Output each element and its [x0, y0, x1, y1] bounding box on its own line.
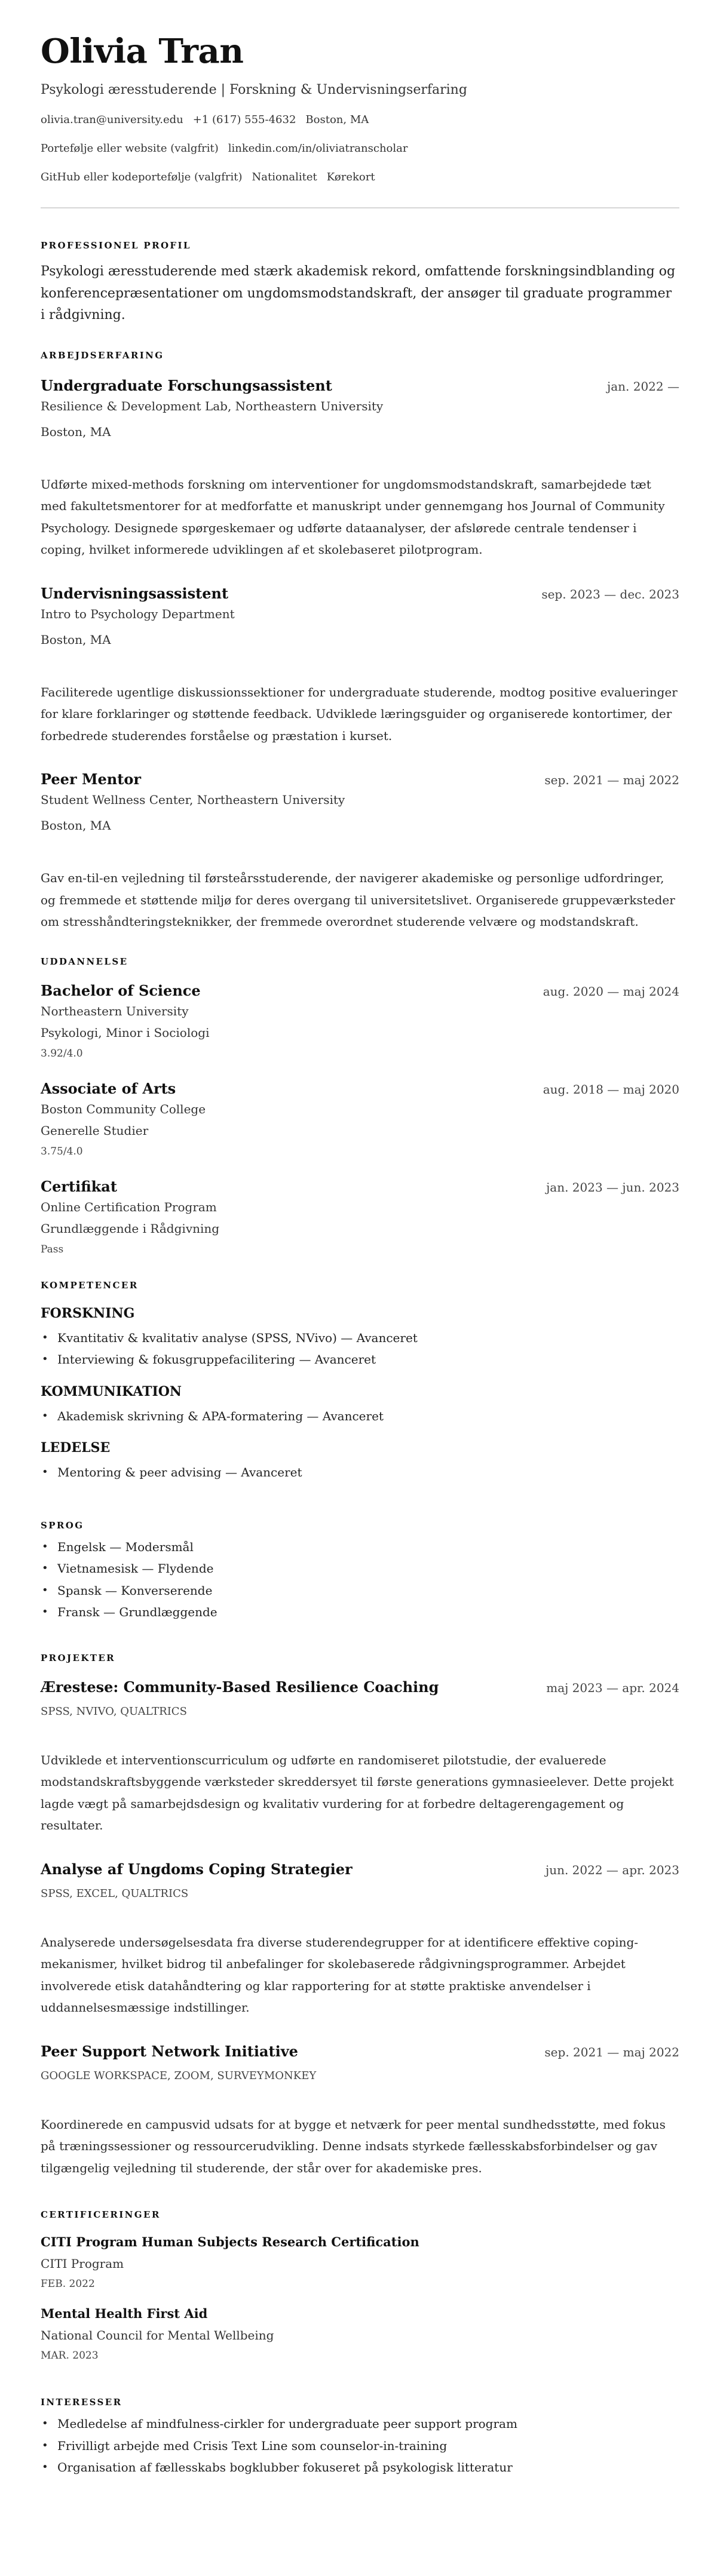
- section-title: ARBEJDSERFARING: [41, 349, 164, 361]
- entry-header: [41, 1080, 679, 1098]
- project-dates: sep. 2021 — maj 2022: [544, 2044, 679, 2059]
- project-entry: [41, 2043, 679, 2179]
- section-title: PROJEKTER: [41, 1652, 116, 1663]
- contact-linkedin[interactable]: linkedin.com/in/oliviatranscholar: [228, 142, 408, 155]
- resume-header: [41, 31, 679, 185]
- section-title: PROFESSIONEL PROFIL: [41, 240, 191, 251]
- education-dates: aug. 2020 — maj 2024: [543, 984, 679, 999]
- education-list: [41, 982, 679, 1257]
- interest-list: [41, 2413, 679, 2479]
- contact-nationality: Nationalitet: [252, 171, 317, 183]
- section-title: CERTIFICERINGER: [41, 2209, 161, 2220]
- section-title: SPROG: [41, 1519, 84, 1531]
- entry-header: [41, 377, 679, 395]
- project-description: Koordinerede en campusvid udsats for at bygge et netværk for peer mental sundhedsstøtte, med fokus på træningssessioner og ressourcerudvikling. Denne indsats styrkede fællesskabsforbindelser og gav tilgængelig vejledning til studerende, der står over for akademiske pres.: [41, 2117, 666, 2175]
- job-organization: Student Wellness Center, Northeastern University: [41, 793, 345, 807]
- project-tech: GOOGLE WORKSPACE, ZOOM, SURVEYMONKEY: [41, 2069, 317, 2082]
- entry-header: [41, 585, 679, 603]
- skill-group: [41, 1439, 679, 1484]
- project-entry: [41, 1860, 679, 2019]
- section-languages: [41, 1519, 679, 1623]
- experience-entry: [41, 377, 679, 561]
- project-name: Ærestese: Community-Based Resilience Coaching: [41, 1678, 439, 1696]
- entry-header: [41, 770, 679, 789]
- section-title: UDDANNELSE: [41, 956, 128, 967]
- skill-list: [41, 1327, 679, 1371]
- language-item: • Engelsk — Modersmål: [41, 1536, 679, 1558]
- field-of-study: Grundlæggende i Rådgivning: [41, 1221, 220, 1236]
- degree-title: Bachelor of Science: [41, 981, 201, 999]
- job-description: Faciliterede ugentlige diskussionssektioner for undergraduate studerende, modtog positive evalueringer for klare forklaringer og støttende feedback. Udviklede læringsguider og organiserede kontortimer, der forbedrede studerendes forståelse og præstation i kurset.: [41, 684, 678, 743]
- job-title: Peer Mentor: [41, 770, 141, 788]
- skill-item: • Kvantitativ & kvalitativ analyse (SPSS, NVivo) — Avanceret: [41, 1327, 679, 1349]
- section-title: INTERESSER: [41, 2397, 122, 2408]
- grade: 3.92/4.0: [41, 1047, 83, 1060]
- school-name: Online Certification Program: [41, 1199, 217, 1214]
- project-entry: [41, 1678, 679, 1837]
- header-divider: [41, 207, 679, 208]
- contact-row: [41, 112, 679, 128]
- certification-entry: [41, 2234, 679, 2291]
- contact-location: Boston, MA: [305, 113, 369, 126]
- contact-row: [41, 170, 679, 185]
- certification-name: CITI Program Human Subjects Research Certification: [41, 2234, 419, 2249]
- section-certifications: [41, 2209, 679, 2363]
- skill-category: KOMMUNIKATION: [41, 1383, 182, 1399]
- section-interests: [41, 2396, 679, 2479]
- project-list: [41, 1678, 679, 2179]
- entry-header: [41, 982, 679, 1000]
- section-profile: [41, 240, 679, 327]
- language-item: • Spansk — Konverserende: [41, 1580, 679, 1602]
- certification-date: FEB. 2022: [41, 2278, 95, 2290]
- job-title: Undergraduate Forschungsassistent: [41, 376, 332, 394]
- language-item: • Vietnamesisk — Flydende: [41, 1558, 679, 1580]
- degree-title: Certifikat: [41, 1177, 117, 1195]
- entry-header: [41, 1678, 679, 1697]
- certification-name: Mental Health First Aid: [41, 2306, 208, 2321]
- job-dates: sep. 2023 — dec. 2023: [541, 587, 679, 601]
- job-title: Undervisningsassistent: [41, 584, 229, 602]
- project-name: Analyse af Ungdoms Coping Strategier: [41, 1860, 353, 1878]
- grade: 3.75/4.0: [41, 1145, 83, 1157]
- project-description: Analyserede undersøgelsesdata fra diverse studerendegrupper for at identificere effektive coping-mekanismer, hvilket bidrog til anbefalinger for skolebaserede rådgivningsprogrammer. Arbejdet involverede etisk datahåndtering og klar rapportering for at støtte praktiske anvendelser i uddannelsesmæssige indstillinger.: [41, 1935, 639, 2015]
- candidate-name: Olivia Tran: [41, 32, 244, 71]
- certification-entry: [41, 2305, 679, 2363]
- experience-list: [41, 377, 679, 933]
- contact-email[interactable]: olivia.tran@university.edu: [41, 113, 183, 126]
- entry-header: [41, 1860, 679, 1879]
- skill-item: • Interviewing & fokusgruppefacilitering — Avanceret: [41, 1349, 679, 1371]
- degree-title: Associate of Arts: [41, 1079, 176, 1097]
- section-experience: [41, 349, 679, 933]
- project-description: Udviklede et interventionscurriculum og udførte en randomiseret pilotstudie, der evaluerede modstandskraftsbyggende værksteder skreddersyet til første generations gymnasieelever. Dette projekt lagde vægt på samarbejdsdesign og kvalitativ vurdering for at forbedre deltagerengagement og resultater.: [41, 1752, 674, 1832]
- job-dates: jan. 2022 —: [607, 379, 679, 394]
- skill-group: [41, 1304, 679, 1371]
- contact-drivers-license: Kørekort: [326, 171, 375, 183]
- entry-header: [41, 1178, 679, 1196]
- skill-category: FORSKNING: [41, 1305, 135, 1321]
- school-name: Boston Community College: [41, 1101, 206, 1116]
- job-dates: sep. 2021 — maj 2022: [544, 773, 679, 787]
- contact-row: [41, 141, 679, 156]
- education-dates: aug. 2018 — maj 2020: [543, 1082, 679, 1097]
- skill-list: [41, 1462, 679, 1484]
- section-projects: [41, 1652, 679, 2179]
- skills-groups: [41, 1304, 679, 1484]
- job-organization: Intro to Psychology Department: [41, 606, 235, 621]
- project-tech: SPSS, EXCEL, QUALTRICS: [41, 1887, 189, 1900]
- project-name: Peer Support Network Initiative: [41, 2042, 298, 2060]
- experience-entry: [41, 770, 679, 933]
- field-of-study: Psykologi, Minor i Sociologi: [41, 1025, 210, 1040]
- certification-list: [41, 2234, 679, 2363]
- certification-issuer: CITI Program: [41, 2256, 124, 2271]
- education-entry: [41, 1080, 679, 1159]
- skill-item: • Mentoring & peer advising — Avanceret: [41, 1462, 679, 1484]
- field-of-study: Generelle Studier: [41, 1123, 149, 1138]
- skill-group: [41, 1383, 679, 1427]
- skill-category: LEDELSE: [41, 1440, 111, 1456]
- job-description: Udførte mixed-methods forskning om interventioner for ungdomsmodstandskraft, samarbejdede tæt med fakultetsmentorer for at medforfatte et manuskript under gennemgang hos Journal of Community Psychology. Designede spørgeskemaer og udførte dataanalyser, der afslørede centrale tendenser i coping, hvilket informerede udviklingen af et skolebaseret pilotprogram.: [41, 477, 665, 557]
- job-location: Boston, MA: [41, 818, 111, 833]
- education-entry: [41, 1178, 679, 1257]
- certification-date: MAR. 2023: [41, 2350, 99, 2362]
- contact-github[interactable]: GitHub eller kodeportefølje (valgfrit): [41, 171, 243, 183]
- project-tech: SPSS, NVIVO, QUALTRICS: [41, 1705, 187, 1718]
- section-education: [41, 956, 679, 1257]
- interest-item: • Medledelse af mindfulness-cirkler for undergraduate peer support program: [41, 2413, 679, 2435]
- skill-item: • Akademisk skrivning & APA-formatering — Avanceret: [41, 1405, 679, 1427]
- job-location: Boston, MA: [41, 632, 111, 647]
- education-dates: jan. 2023 — jun. 2023: [546, 1180, 679, 1195]
- contact-phone[interactable]: +1 (617) 555-4632: [192, 113, 296, 126]
- skill-list: [41, 1405, 679, 1427]
- section-title: KOMPETENCER: [41, 1279, 139, 1291]
- entry-header: [41, 2043, 679, 2061]
- job-location: Boston, MA: [41, 424, 111, 439]
- experience-entry: [41, 585, 679, 747]
- candidate-headline: Psykologi æresstuderende | Forskning & Undervisningserfaring: [41, 82, 467, 97]
- job-description: Gav en-til-en vejledning til førsteårsstuderende, der navigerer akademiske og personlige udfordringer, og fremmede et støttende miljø for deres overgang til universitetslivet. Organiserede gruppeværksteder om stresshåndteringsteknikker, der fremmede overordnet studerende velvære og modstandskraft.: [41, 871, 675, 929]
- school-name: Northeastern University: [41, 1003, 189, 1018]
- language-list: [41, 1536, 679, 1623]
- certification-issuer: National Council for Mental Wellbeing: [41, 2328, 274, 2342]
- project-dates: jun. 2022 — apr. 2023: [546, 1862, 679, 1877]
- job-organization: Resilience & Development Lab, Northeastern University: [41, 398, 384, 413]
- section-skills: [41, 1279, 679, 1484]
- grade: Pass: [41, 1243, 64, 1255]
- interest-item: • Organisation af fællesskabs bogklubber fokuseret på psykologisk litteratur: [41, 2457, 679, 2479]
- language-item: • Fransk — Grundlæggende: [41, 1601, 679, 1623]
- interest-item: • Frivilligt arbejde med Crisis Text Line som counselor-in-training: [41, 2435, 679, 2457]
- profile-summary: Psykologi æresstuderende med stærk akademisk rekord, omfattende forskningsindblanding og konferencepræsentationer om ungdomsmodstandskraft, der ansøger til graduate programmer i rådgivning.: [41, 264, 676, 323]
- contact-portfolio[interactable]: Portefølje eller website (valgfrit): [41, 142, 219, 155]
- project-dates: maj 2023 — apr. 2024: [546, 1680, 679, 1695]
- education-entry: [41, 982, 679, 1061]
